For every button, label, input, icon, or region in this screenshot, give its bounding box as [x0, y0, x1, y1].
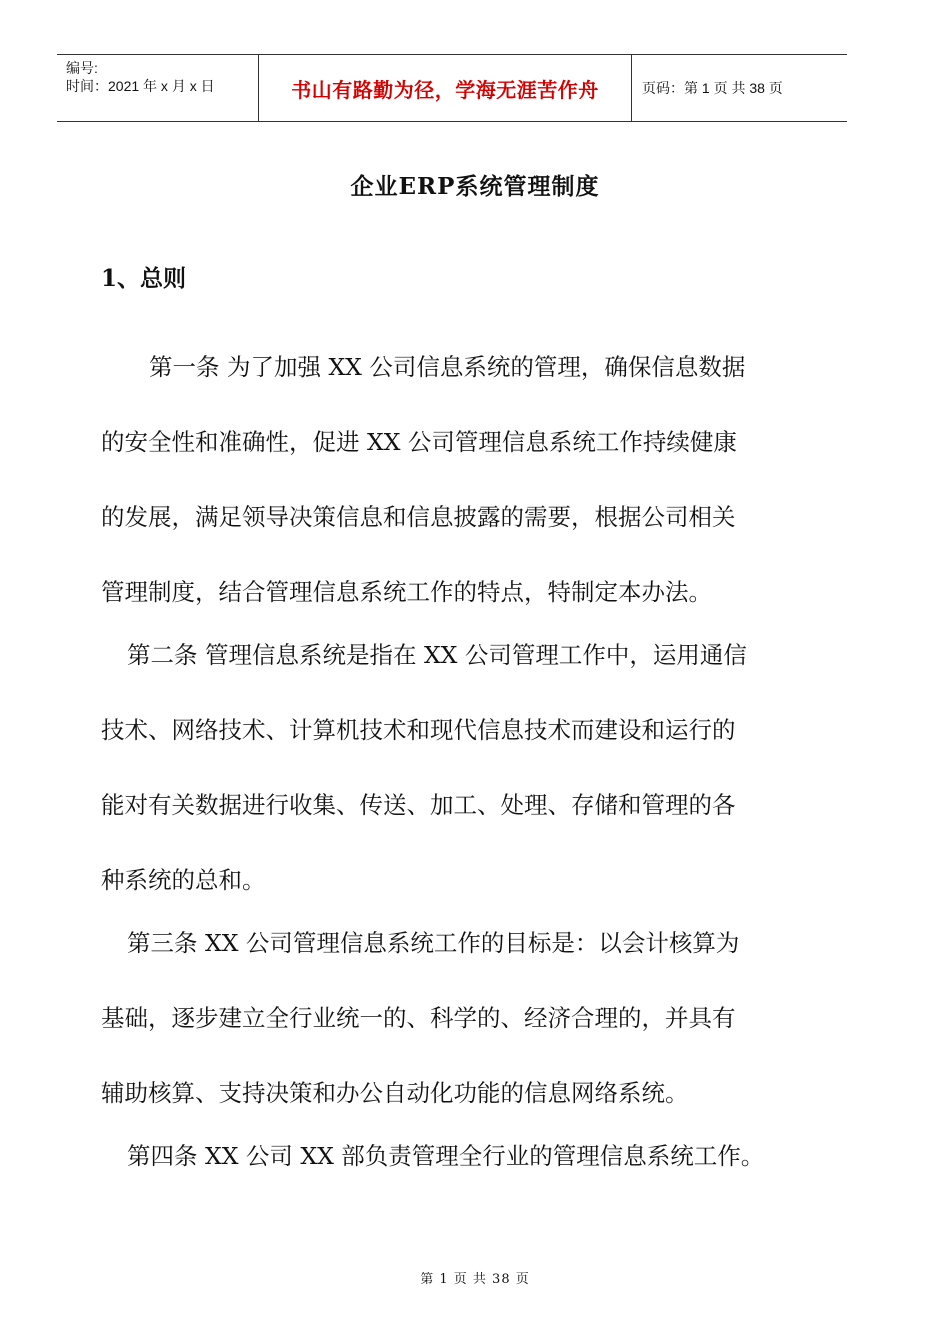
document-title: 企业ERP系统管理制度: [350, 173, 600, 200]
header-meta: [57, 55, 259, 121]
header-table: [57, 54, 847, 122]
section-heading: 1、总则: [101, 265, 187, 292]
article-1-line-2: 的安全性和准确性，促进 XX 公司管理信息系统工作持续健康: [101, 428, 737, 456]
article-1-line-4: 管理制度，结合管理信息系统工作的特点，特制定本办法。: [101, 578, 712, 606]
article-1-line-1: 第一条 为了加强 XX 公司信息系统的管理，确保信息数据: [149, 353, 746, 381]
article-2-line-1: 第二条 管理信息系统是指在 XX 公司管理工作中，运用通信: [127, 641, 747, 669]
article-3: [101, 928, 806, 1153]
article-4-line-1: 第四条 XX 公司 XX 部负责管理全行业的管理信息系统工作。: [127, 1142, 765, 1170]
article-3-line-1: 第三条 XX 公司管理信息系统工作的目标是：以会计核算为: [127, 929, 740, 957]
article-3-line-3: 辅助核算、支持决策和办公自动化功能的信息网络系统。: [101, 1079, 689, 1107]
document-time-label: 时间：2021 年 x 月 x 日: [66, 78, 215, 94]
article-1: [101, 352, 806, 652]
document-number-label: 编号:: [66, 60, 98, 76]
article-2-line-3: 能对有关数据进行收集、传送、加工、处理、存储和管理的各: [101, 791, 736, 819]
article-2-line-2: 技术、网络技术、计算机技术和现代信息技术而建设和运行的: [101, 716, 736, 744]
article-1-line-3: 的发展，满足领导决策信息和信息披露的需要，根据公司相关: [101, 503, 736, 531]
page-footer: 第 1 页 共 38 页: [420, 1272, 530, 1287]
article-2-line-4: 种系统的总和。: [101, 866, 266, 894]
article-2: [101, 640, 806, 940]
header-motto: 书山有路勤为径，学海无涯苦作舟: [259, 55, 632, 121]
header-page-code: 页码：第 1 页 共 38 页: [642, 80, 783, 96]
article-4: [101, 1141, 806, 1216]
article-3-line-2: 基础，逐步建立全行业统一的、科学的、经济合理的，并具有: [101, 1004, 736, 1032]
